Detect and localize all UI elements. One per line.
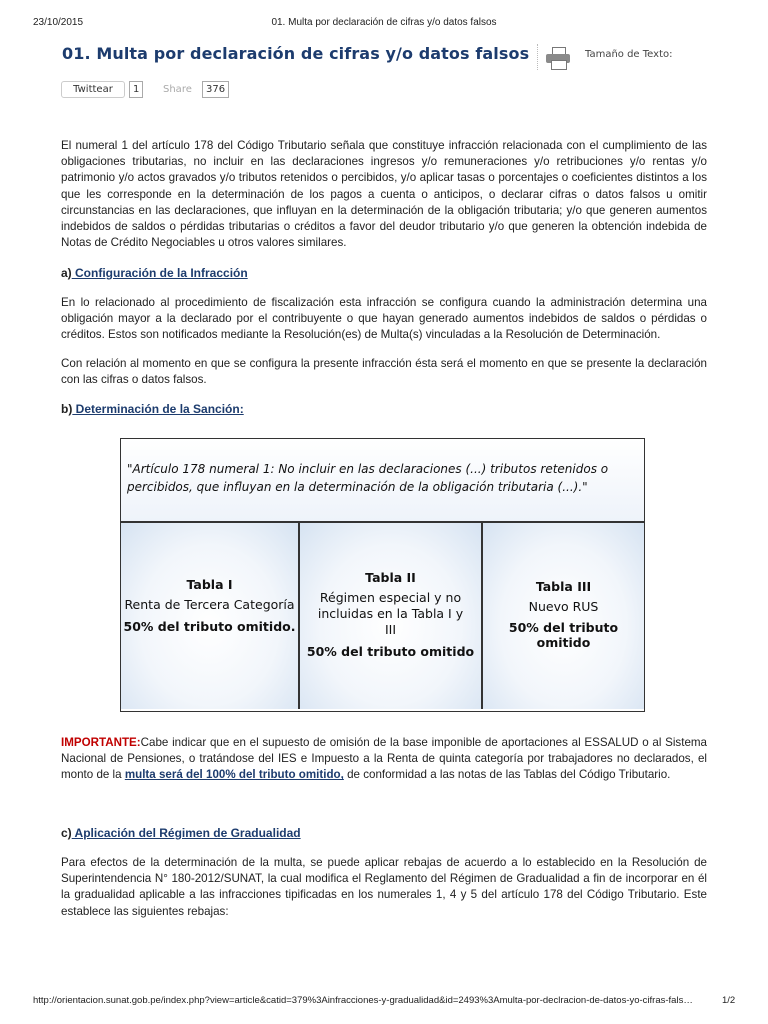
sanction-figure bbox=[120, 438, 645, 712]
table-3-cell bbox=[483, 523, 644, 709]
table-3-desc: Nuevo RUS bbox=[528, 599, 599, 614]
table-3-name: Tabla III bbox=[535, 579, 592, 594]
section-c-heading bbox=[61, 826, 301, 840]
section-a-paragraph-2: Con relación al momento en que se configura la presente infracción ésta será el momento en que se presente la declaración con las cifras o datos falsos. bbox=[61, 357, 707, 387]
share-count: 376 bbox=[202, 81, 229, 98]
important-paragraph bbox=[61, 735, 707, 784]
important-text-1: Cabe indicar que en el supuesto de omisión de la base imponible de aportaciones al ESSALUD o al Sistema Nacional de Pensiones, o tratándose del IES e Impuesto a la Renta de quinta categoría por trabajadores no declarados, el monto de la bbox=[61, 736, 707, 782]
tweet-button[interactable]: Twittear bbox=[61, 81, 125, 98]
table-3-sanction: 50% del tributo omitido bbox=[508, 620, 619, 650]
table-1-sanction: 50% del tributo omitido. bbox=[123, 619, 296, 634]
print-header-title: 01. Multa por declaración de cifras y/o datos falsos bbox=[271, 17, 497, 28]
share-button[interactable]: Share bbox=[163, 84, 192, 95]
tweet-count: 1 bbox=[129, 81, 143, 98]
sanction-quote: "Artículo 178 numeral 1: No incluir en las declaraciones (...) tributos retenidos o percibidos, que influyan en la determinación de la obligación tributaria (...)." bbox=[127, 462, 609, 494]
table-2-name: Tabla II bbox=[365, 570, 416, 585]
table-2-cell bbox=[300, 523, 483, 709]
sanction-quote-box bbox=[121, 439, 644, 523]
important-text-2: de conformidad a las notas de las Tablas del Código Tributario. bbox=[343, 768, 671, 782]
important-label: IMPORTANTE: bbox=[61, 736, 141, 749]
table-2-sanction: 50% del tributo omitido bbox=[306, 644, 475, 659]
table-1-name: Tabla I bbox=[186, 577, 233, 592]
printer-icon[interactable] bbox=[546, 47, 570, 69]
print-date: 23/10/2015 bbox=[33, 17, 84, 28]
important-highlight-link[interactable]: multa será del 100% del tributo omitido, bbox=[124, 768, 344, 782]
table-1-cell bbox=[121, 523, 300, 709]
section-c-paragraph: Para efectos de la determinación de la multa, se puede aplicar rebajas de acuerdo a lo establecido en la Resolución de Superintendencia N° 180-2012/SUNAT, la cual modifica el Reglamento del Régimen de Gradualidad a fin de incorporar en él la gradualidad aplicable a las infracciones tipificadas en los numerales 1, 4 y 5 del artículo 178 del Código Tributario. Este establece las siguientes rebajas: bbox=[61, 856, 707, 918]
section-b-heading bbox=[61, 402, 244, 416]
section-b-link[interactable]: Determinación de la Sanción: bbox=[72, 402, 244, 416]
section-a-prefix: a) bbox=[61, 266, 72, 280]
article-title: 01. Multa por declaración de cifras y/o datos falsos bbox=[62, 44, 530, 63]
section-a-link[interactable]: Configuración de la Infracción bbox=[71, 266, 248, 280]
table-2-desc: Régimen especial y no incluidas en la Tabla I y III bbox=[317, 590, 464, 637]
divider bbox=[537, 44, 539, 70]
section-c-link[interactable]: Aplicación del Régimen de Gradualidad bbox=[71, 826, 301, 840]
footer-page-number: 1/2 bbox=[722, 995, 736, 1006]
section-c-prefix: c) bbox=[61, 826, 72, 840]
section-a-heading bbox=[61, 266, 248, 280]
text-size-label: Tamaño de Texto: bbox=[585, 49, 673, 60]
footer-url: http://orientacion.sunat.gob.pe/index.php?view=article&catid=379%3Ainfracciones-y-gradualidad&id=2493%3Amulta-por-declracion-de-datos-yo-cifras-fals… bbox=[33, 995, 693, 1006]
section-b-prefix: b) bbox=[61, 402, 73, 416]
section-a-paragraph-1: En lo relacionado al procedimiento de fiscalización esta infracción se configura cuando la administración determina una obligación mayor a la declarado por el contribuyente o que hayan generado aumentos indebidos de saldos o pérdidas o créditos. Estos son notificados mediante la Resolución(es) de Multa(s) vinculadas a la Resolución de Determinación. bbox=[61, 296, 707, 342]
intro-paragraph: El numeral 1 del artículo 178 del Código Tributario señala que constituye infracción relacionada con el cumplimiento de las obligaciones tributarias, no incluir en las declaraciones ingresos y/o remuneraciones y/o retribuciones y/o rentas y/o patrimonio y/o actos gravados y/o tributos retenidos o percibidos, y/o aplicar tasas o porcentajes o coeficientes distintos a los que les corresponde en la determinación de los pagos a cuenta o anticipos, o declarar cifras o datos falsos u omitir circunstancias en las declaraciones, que influyan en la determinación de la obligación tributaria; y/o que generen aumentos indebidos de saldos o pérdidas tributarias o créditos a favor del deudor tributario y/o que generen la obtención indebida de Notas de Crédito Negociables u otros valores similares. bbox=[61, 139, 707, 250]
table-1-desc: Renta de Tercera Categoría bbox=[124, 597, 295, 612]
